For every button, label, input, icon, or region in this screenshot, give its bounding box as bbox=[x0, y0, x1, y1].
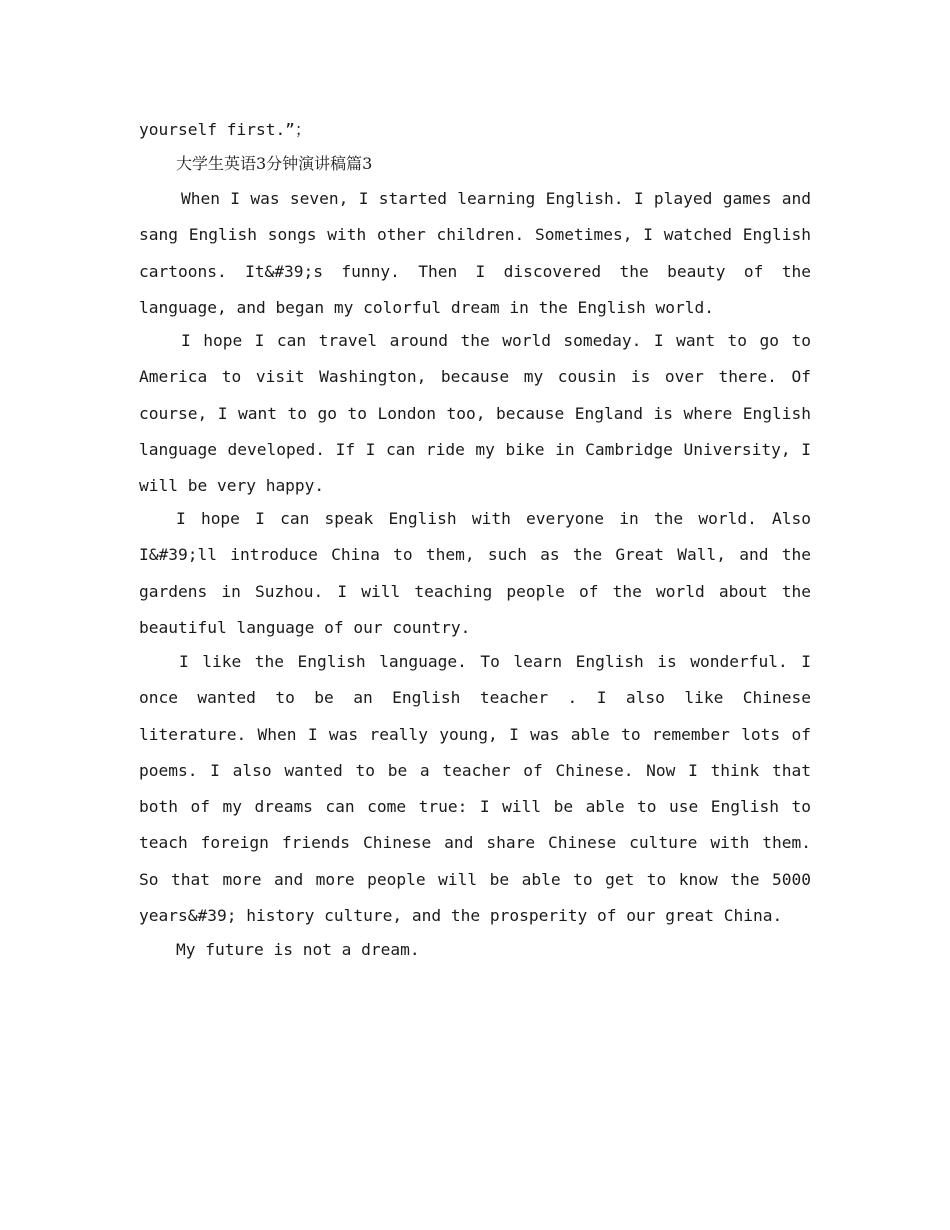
paragraph-1: When I was seven, I started learning English. I played games and sang English songs with other children. Sometimes, I watched English cartoons. It&#39;s funny. Then I discovered the beauty of the language, and began my colorful dream in the English world. bbox=[139, 189, 811, 317]
paragraph-block-5 bbox=[139, 932, 811, 968]
paragraph-3: I hope I can speak English with everyone in the world. Also I&#39;ll introduce China to them, such as the Great Wall, and the gardens in Suzhou. I will teaching people of the world about the beautiful language of our country. bbox=[139, 509, 811, 637]
section-heading: 大学生英语3分钟演讲稿篇3 bbox=[176, 154, 373, 173]
section-heading-block bbox=[139, 150, 811, 178]
paragraph-block-4 bbox=[139, 644, 811, 934]
paragraph-2: I hope I can travel around the world someday. I want to go to America to visit Washington, because my cousin is over there. Of course, I want to go to London too, because England is where English language developed. If I can ride my bike in Cambridge University, I will be very happy. bbox=[139, 331, 811, 496]
paragraph-block-3 bbox=[139, 501, 811, 646]
paragraph-5: My future is not a dream. bbox=[176, 940, 420, 959]
paragraph-block-2 bbox=[139, 323, 811, 504]
continuation-line: yourself first.”； bbox=[139, 120, 312, 139]
paragraph-block-1 bbox=[139, 181, 811, 326]
paragraph-4: I like the English language. To learn English is wonderful. I once wanted to be an English teacher . I also like Chinese literature. When I was really young, I was able to remember lots of poems. I also wanted to be a teacher of Chinese. Now I think that both of my dreams can come true: I will be able to use English to teach foreign friends Chinese and share Chinese culture with them. So that more and more people will be able to get to know the 5000 years&#39; history culture, and the prosperity of our great China. bbox=[139, 652, 811, 926]
